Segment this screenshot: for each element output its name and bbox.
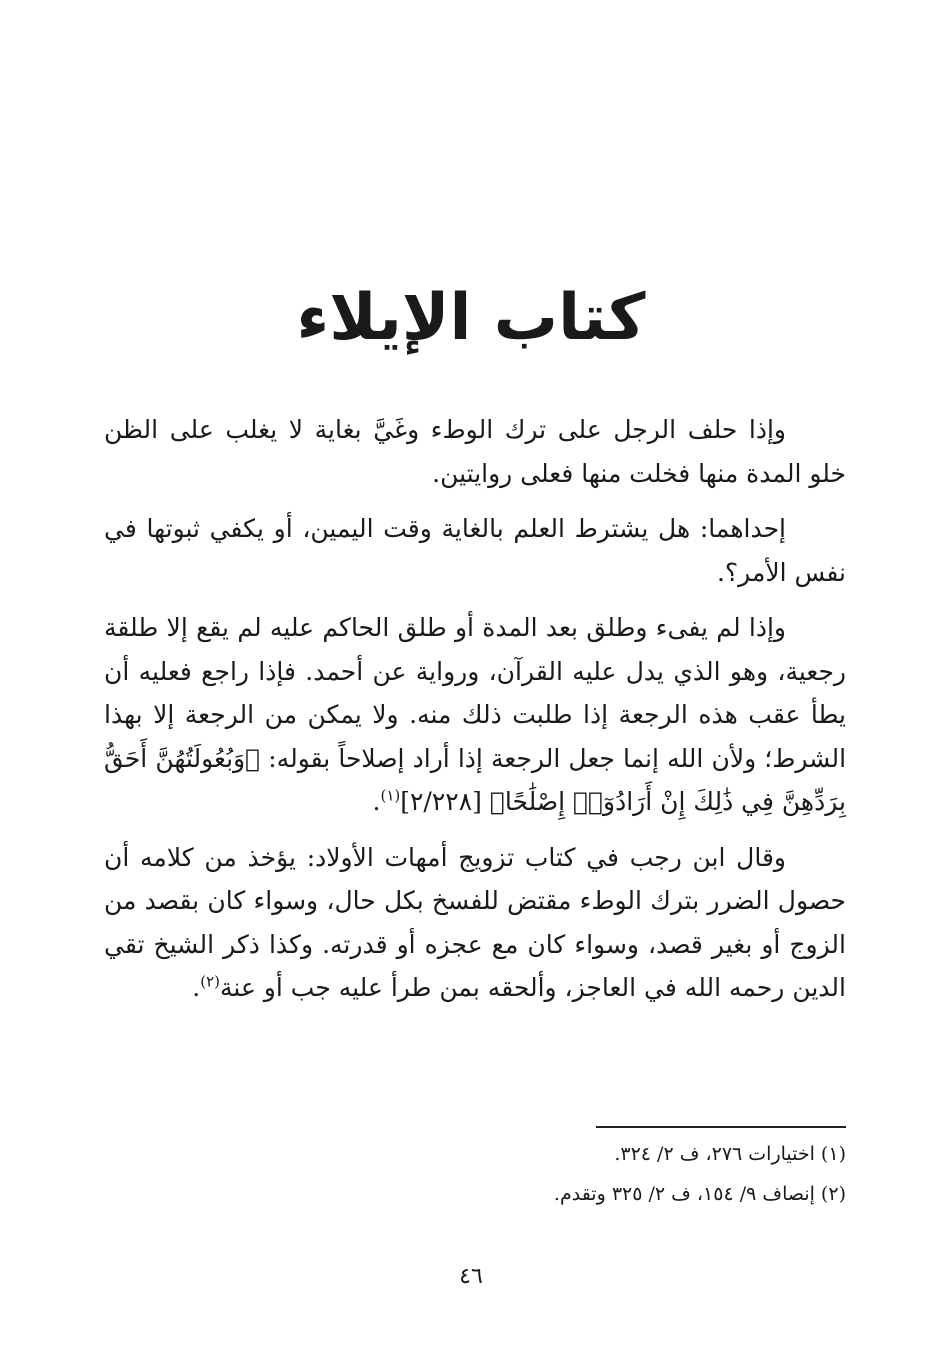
quran-verse: ﴿وَبُعُولَتُهُنَّ أَحَقُّ بِرَدِّهِنَّ فِي ذَٰلِكَ إِنْ أَرَادُوٓا۟ إِصْلَٰحًا﴾: [104, 743, 846, 816]
quran-reference: [٢/٢٢٨]: [400, 787, 482, 816]
page-number: ٤٦: [459, 1264, 483, 1289]
paragraph-2: إحداهما: هل يشترط العلم بالغاية وقت اليمين، أو يكفي ثبوتها في نفس الأمر؟.: [104, 514, 846, 587]
paragraph-4-end: .: [192, 973, 201, 1002]
paragraph-4-text: وقال ابن رجب في كتاب تزويج أمهات الأولاد: يؤخذ من كلامه أن حصول الضرر بترك الوطء مقتض للفسخ بكل حال، وسواء كان بقصد من الزوج أو بغير قصد، وسواء كان مع عجزه أو قدرته. وكذا ذكر الشيخ تقي الدين رحمه الله في العاجز، وألحقه بمن طرأ عليه جب أو عنة: [104, 842, 846, 1002]
main-text: [104, 408, 846, 1022]
chapter-title: كتاب الإيلاء: [296, 281, 646, 355]
paragraph-3-end: .: [372, 787, 381, 816]
footnote-1: (١) اختيارات ٢٧٦، ف ٢/ ٣٢٤.: [614, 1143, 846, 1165]
paragraph-4: [104, 836, 846, 1010]
footnotes: [104, 1134, 846, 1214]
paragraph-3-text: وإذا لم يفىء وطلق بعد المدة أو طلق الحاكم عليه لم يقع إلا طلقة رجعية، وهو الذي يدل عليه القرآن، ورواية عن أحمد. فإذا راجع فعليه أن يطأ عقب هذه الرجعة إذا طلبت ذلك منه. ولا يمكن من الرجعة إلا بهذا الشرط؛ ولأن الله إنما جعل الرجعة إذا أراد إصلاحاً بقوله:: [104, 613, 847, 773]
footnote-marker-2[interactable]: (٢): [200, 972, 220, 991]
footnote-marker-1[interactable]: (١): [380, 786, 401, 805]
footnote-2: (٢) إنصاف ٩/ ١٥٤، ف ٢/ ٣٢٥ وتقدم.: [553, 1183, 846, 1205]
paragraph-1: وإذا حلف الرجل على ترك الوطء وغَيَّ بغاية لا يغلب على الظن خلو المدة منها فخلت منها فعلى روايتين.: [104, 415, 846, 488]
paragraph-3: [104, 606, 846, 824]
footnote-divider: [596, 1126, 846, 1128]
